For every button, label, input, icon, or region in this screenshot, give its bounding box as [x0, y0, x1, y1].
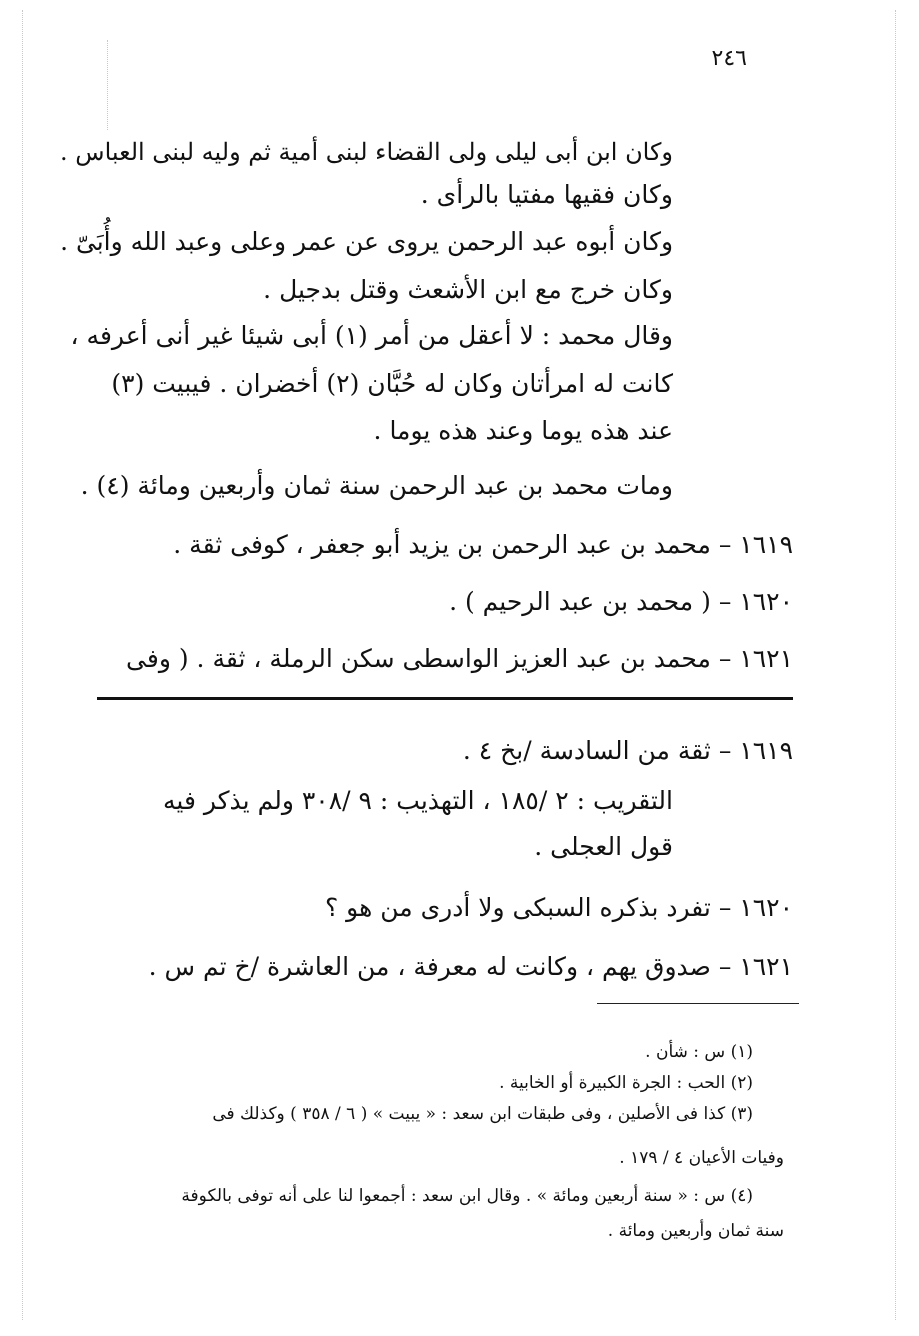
footnote-4-continued: سنة ثمان وأربعين ومائة . — [607, 1221, 784, 1241]
footnote-3: (٣) كذا فى الأصلين ، وفى طبقات ابن سعد : « يبيت » ( ٦ / ٣٥٨ ) وكذلك فى — [212, 1104, 753, 1124]
main-text-line: وكان خرج مع ابن الأشعث وقتل بدجيل . — [263, 275, 673, 304]
footnote-2: (٢) الحب : الجرة الكبيرة أو الخابية . — [499, 1073, 753, 1093]
scan-margin-mark — [22, 10, 23, 1320]
note-1619-reference: التقريب : ٢ /١٨٥ ، التهذيب : ٩ /٣٠٨ ولم يذكر فيه — [163, 786, 673, 815]
note-1619-reference: قول العجلى . — [534, 832, 673, 861]
main-text-line: كانت له امرأتان وكان له حُبَّان (٢) أخضران . فيبيت (٣) — [111, 369, 673, 398]
note-1620: ١٦٢٠ – تفرد بذكره السبكى ولا أدرى من هو ؟ — [324, 893, 793, 922]
notes-separator — [97, 697, 793, 700]
main-text-line: ومات محمد بن عبد الرحمن سنة ثمان وأربعين ومائة (٤) . — [80, 471, 673, 500]
scan-margin-mark — [107, 40, 108, 130]
entry-1619: ١٦١٩ – محمد بن عبد الرحمن بن يزيد أبو جعفر ، كوفى ثقة . — [173, 530, 793, 559]
entry-1620: ١٦٢٠ – ( محمد بن عبد الرحيم ) . — [449, 587, 793, 616]
footnote-1: (١) س : شأن . — [645, 1042, 753, 1062]
footnote-4: (٤) س : « سنة أربعين ومائة » . وقال ابن سعد : أجمعوا لنا على أنه توفى بالكوفة — [181, 1186, 753, 1206]
main-text-line: وكان ابن أبى ليلى ولى القضاء لبنى أمية ثم وليه لبنى العباس . — [60, 138, 673, 166]
entry-1621: ١٦٢١ – محمد بن عبد العزيز الواسطى سكن الرملة ، ثقة . ( وفى — [126, 644, 793, 673]
main-text-line: وقال محمد : لا أعقل من أمر (١) أبى شيئا غير أنى أعرفه ، — [70, 321, 673, 350]
footnote-3-continued: وفيات الأعيان ٤ / ١٧٩ . — [619, 1148, 784, 1168]
main-text-line: وكان أبوه عبد الرحمن يروى عن عمر وعلى وعبد الله وأُبَىّ . — [60, 227, 673, 256]
footnote-rule — [597, 1003, 799, 1004]
main-text-line: عند هذه يوما وعند هذه يوما . — [373, 416, 673, 445]
main-text-line: وكان فقيها مفتيا بالرأى . — [420, 180, 673, 209]
note-1619: ١٦١٩ – ثقة من السادسة /بخ ٤ . — [462, 736, 793, 765]
note-1621: ١٦٢١ – صدوق يهم ، وكانت له معرفة ، من العاشرة /خ تم س . — [148, 952, 793, 981]
scan-margin-mark — [895, 10, 896, 1320]
page-number: ٢٤٦ — [711, 46, 747, 71]
